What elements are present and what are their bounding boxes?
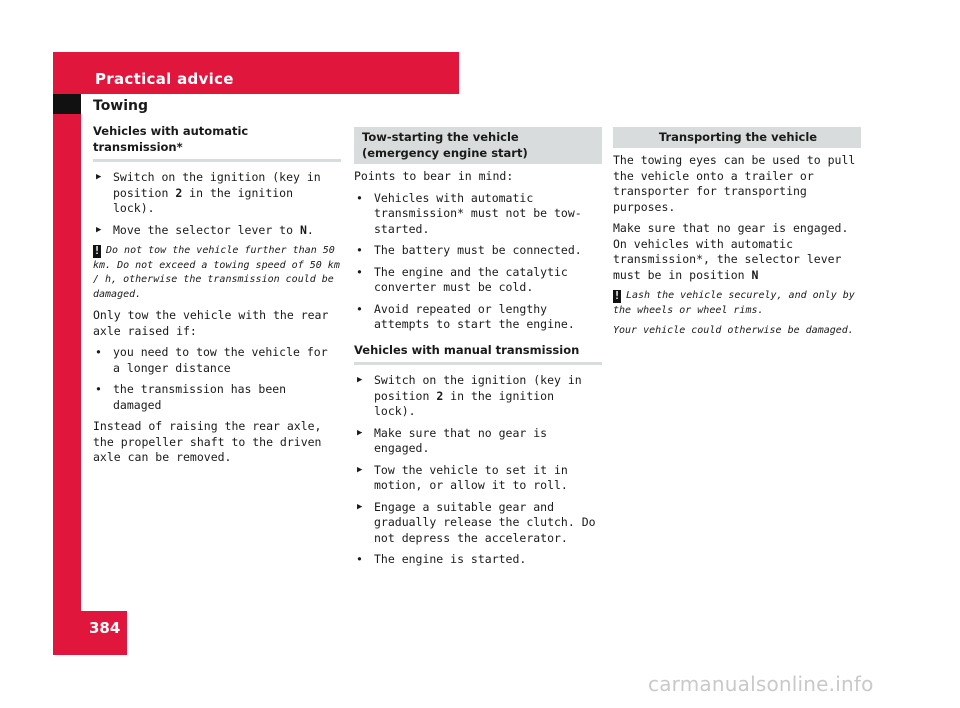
automatic-transmission-heading: Vehicles with automatic transmission* bbox=[93, 124, 341, 162]
warning-note: ! Lash the vehicle securely, and only by the wheels or wheel rims. bbox=[613, 290, 855, 316]
bullet-dot: • bbox=[95, 382, 102, 396]
step-switch-ignition: ▶ Switch on the ignition (key in position 2 in the ignition lock). bbox=[357, 373, 582, 418]
result-item: • The engine is started. bbox=[356, 552, 527, 566]
bullet-dot: • bbox=[95, 345, 102, 359]
list-item: • The engine and the catalytic converter must be cold. bbox=[356, 264, 568, 294]
manual-transmission-heading: Vehicles with manual transmission bbox=[354, 343, 602, 366]
column-transporting bbox=[613, 127, 861, 345]
no-gear-text: Make sure that no gear is engaged. On vehicles with automatic transmission*, the selector lever must be in position N bbox=[613, 221, 849, 282]
column-tow-starting bbox=[354, 127, 602, 574]
arrow-right-icon: ▶ bbox=[96, 172, 102, 182]
list-item: • the transmission has been damaged bbox=[95, 382, 287, 412]
towing-eyes-text: The towing eyes can be used to pull the vehicle onto a trailer or transporter for transporting purposes. bbox=[613, 153, 856, 214]
tow-starting-heading: Tow-starting the vehicle (emergency engine start) bbox=[354, 127, 602, 164]
propeller-shaft-text: Instead of raising the rear axle, the propeller shaft to the driven axle can be removed. bbox=[93, 419, 322, 464]
list-item: • Avoid repeated or lengthy attempts to start the engine. bbox=[356, 301, 575, 331]
step-engage-gear: ▶ Engage a suitable gear and gradually release the clutch. Do not depress the accelerator. bbox=[357, 499, 596, 545]
step-switch-ignition: ▶ Switch on the ignition (key in position 2 in the ignition lock). bbox=[96, 170, 321, 215]
column-automatic-towing bbox=[93, 124, 341, 472]
arrow-right-icon: ▶ bbox=[357, 464, 363, 475]
transporting-heading: Transporting the vehicle bbox=[613, 127, 861, 148]
page-number: 384 bbox=[89, 619, 121, 637]
arrow-right-icon: ▶ bbox=[357, 375, 363, 385]
step-selector-lever: ▶ Move the selector lever to N. bbox=[96, 222, 314, 237]
arrow-right-icon: ▶ bbox=[96, 224, 102, 235]
warning-note: ! Do not tow the vehicle further than 50 km. Do not exceed a towing speed of 50 km / h, otherwise the transmission could be damaged. bbox=[93, 245, 340, 300]
chapter-title: Practical advice bbox=[95, 70, 234, 88]
exclamation-icon: ! bbox=[613, 290, 621, 302]
step-tow-vehicle: ▶ Tow the vehicle to set it in motion, or allow it to roll. bbox=[357, 462, 568, 492]
bullet-dot: • bbox=[356, 243, 363, 257]
points-intro: Points to bear in mind: bbox=[354, 169, 514, 183]
bullet-dot: • bbox=[356, 301, 363, 316]
arrow-right-icon: ▶ bbox=[357, 427, 363, 438]
rear-axle-intro: Only tow the vehicle with the rear axle raised if: bbox=[93, 308, 329, 338]
side-color-bar bbox=[53, 94, 81, 655]
exclamation-icon: ! bbox=[93, 245, 101, 257]
watermark-text: carmanualsonline.info bbox=[648, 672, 874, 696]
section-tab-marker bbox=[53, 94, 81, 114]
bullet-dot: • bbox=[356, 264, 363, 279]
section-title: Towing bbox=[93, 98, 149, 114]
bullet-dot: • bbox=[356, 190, 363, 205]
list-item: • you need to tow the vehicle for a longer distance bbox=[95, 345, 328, 375]
arrow-right-icon: ▶ bbox=[357, 501, 363, 512]
step-no-gear: ▶ Make sure that no gear is engaged. bbox=[357, 425, 548, 455]
list-item: • The battery must be connected. bbox=[356, 243, 582, 257]
damage-note: Your vehicle could otherwise be damaged. bbox=[613, 325, 854, 336]
bullet-dot: • bbox=[356, 552, 363, 566]
list-item: • Vehicles with automatic transmission* must not be tow-started. bbox=[356, 190, 582, 236]
